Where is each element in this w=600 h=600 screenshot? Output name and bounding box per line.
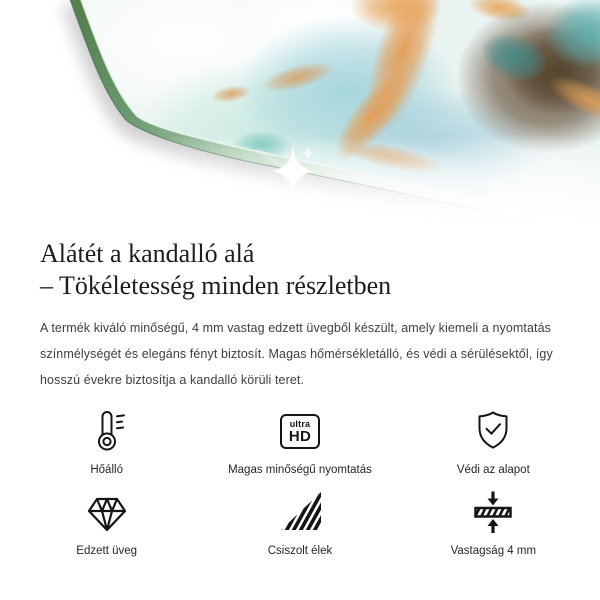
ultra-hd-badge-top: ultra	[289, 418, 311, 429]
feature-tempered-glass	[10, 488, 203, 557]
product-info-section	[0, 238, 600, 393]
beveled-edge-icon	[277, 489, 323, 535]
feature-label: Edzett üveg	[76, 545, 138, 557]
feature-heat-resistant	[10, 407, 203, 476]
feature-thickness-4mm	[397, 488, 590, 557]
diamond-icon	[83, 490, 131, 534]
shield-check-icon	[470, 408, 516, 454]
page-title	[40, 238, 560, 302]
product-image	[0, 0, 600, 236]
feature-icon-wrap	[277, 488, 323, 536]
feature-label: Védi az alapot	[456, 464, 530, 476]
feature-icon-wrap	[83, 488, 131, 536]
page-title-line2: – Tökéletesség minden részletben	[40, 271, 392, 300]
feature-high-quality-print	[203, 407, 396, 476]
ultra-hd-badge-bottom: HD	[288, 427, 312, 445]
feature-label: Csiszolt élek	[267, 545, 333, 557]
glass-hearth-pad-graphic	[0, 0, 600, 236]
thermometer-icon	[84, 408, 130, 454]
product-description: A termék kiváló minőségű, 4 mm vastag edzett üvegből készült, amely kiemeli a nyomtatás színmélységét és elegáns fényt biztosít. Magas hőmérsékletálló, és védi a sérülésektől, így hosszú évekre biztosítja a kandalló körüli teret.	[40, 321, 553, 387]
feature-label: Vastagság 4 mm	[450, 545, 537, 557]
features-grid	[0, 407, 600, 557]
feature-label: Hőálló	[90, 464, 123, 476]
feature-icon-wrap	[84, 407, 130, 455]
thickness-icon	[470, 489, 516, 535]
feature-icon-wrap	[470, 407, 516, 455]
feature-icon-wrap	[280, 407, 320, 455]
ultra-hd-icon	[280, 414, 320, 449]
feature-label: Magas minőségű nyomtatás	[228, 464, 372, 476]
feature-polished-edges	[203, 488, 396, 557]
feature-icon-wrap	[470, 488, 516, 536]
page-title-line1: Alátét a kandalló alá	[40, 239, 255, 268]
feature-protects-base	[397, 407, 590, 476]
